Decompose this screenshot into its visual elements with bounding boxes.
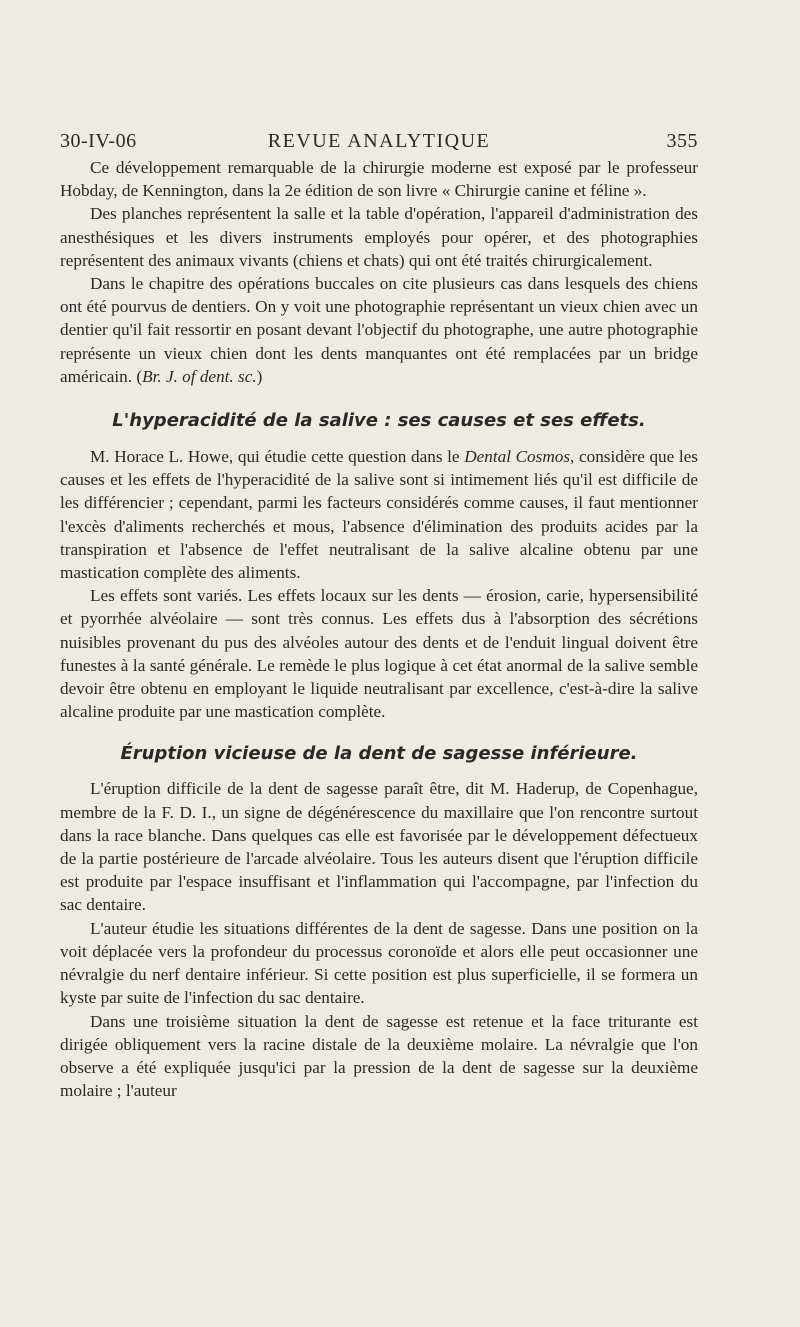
paragraph: Des planches représentent la salle et la table d'opération, l'appareil d'administration des anesthésiques et les divers instruments employés pour opérer, et des photographies représentent des animaux vivants (chiens et chats) qui ont été traités chirurgicalement. [60,204,698,270]
paragraph: Ce développement remarquable de la chirurgie moderne est exposé par le professeur Hobday, de Kennington, dans la 2e édition de son livre « Chirurgie canine et féline ». [60,158,698,201]
paragraph-text: , considère que les causes et les effets de l'hyperacidité de la salive sont si intimement liés qu'il est difficile de les différencier ; cependant, parmi les facteurs considérés comme causes, il faut mentionner l'excès d'aliments recherchés et mous, l'absence d'élimination des produits acides par la transpiration et l'absence de l'effet neutralisant de la salive alcaline obtenu par une mastication complète des aliments. [60,447,698,583]
paragraph [60,272,698,388]
paragraph: L'éruption difficile de la dent de sagesse paraît être, dit M. Haderup, de Copenhague, membre de la F. D. I., un signe de dégénérescence du maxillaire que l'on rencontre surtout dans la race blanche. Dans quelques cas elle est favorisée par le développement défectueux de la partie postérieure de l'arcade alvéolaire. Tous les auteurs disent que l'éruption difficile est produite par l'espace insuffisant et l'inflammation qui l'accompagne, par l'infection du sac dentaire. [60,779,698,915]
paragraph: L'auteur étudie les situations différentes de la dent de sagesse. Dans une position on la voit déplacée vers la profondeur du processus coronoïde et alors elle peut occasionner une névralgie du nerf dentaire inférieur. Si cette position est plus superficielle, il se formera un kyste par suite de l'infection du sac dentaire. [60,918,698,1008]
journal-name: Dental Cosmos [464,447,571,467]
source-citation: Br. J. of dent. sc. [142,366,257,386]
running-header [60,122,698,156]
header-date: 30-IV-06 [60,130,137,152]
section-heading: Éruption vicieuse de la dent de sagesse inférieure. [120,743,638,765]
paragraph: Les effets sont variés. Les effets locaux sur les dents — érosion, carie, hypersensibilité et pyorrhée alvéolaire — sont très connus. Les effets dus à l'absorption des sécrétions nuisibles provenant du pus des alvéoles autour des dents et de l'enduit lingual doivent être funestes à la santé générale. Le remède le plus logique à cet état anormal de la salive semble devoir être obtenu en employant le liquide neutralisant par excellence, c'est-à-dire la salive alcaline produite par une mastication complète. [60,586,698,722]
book-page [60,122,698,1102]
section-chirurgie-canine [60,156,698,388]
paragraph-text: Dans le chapitre des opérations buccales on cite plusieurs cas dans lesquels des chiens ont été pourvus de dentiers. On y voit une photographie représentant un vieux chien avec un dentier qu'il fait ressortir en posant devant l'objectif du photographe, une autre photographie représente un vieux chien dont les dents manquantes ont été remplacées par un bridge américain. ( [60,274,698,386]
section-heading: L'hyperacidité de la salive : ses causes et ses effets. [112,410,646,432]
closing-paren: ) [256,366,263,386]
page-number: 355 [666,130,698,152]
section-hyperacidite [60,445,698,723]
paragraph-text: M. Horace L. Howe, qui étudie cette question dans le [90,447,465,467]
section-dent-de-sagesse [60,777,698,1102]
journal-title: REVUE ANALYTIQUE [267,130,491,152]
paragraph: Dans une troisième situation la dent de sagesse est retenue et la face triturante est dirigée obliquement vers la racine distale de la deuxième molaire. La névralgie que l'on observe a été expliquée jusqu'ici par la pression de la dent de sagesse sur la deuxième molaire ; l'auteur [60,1011,698,1101]
paragraph [60,445,698,584]
